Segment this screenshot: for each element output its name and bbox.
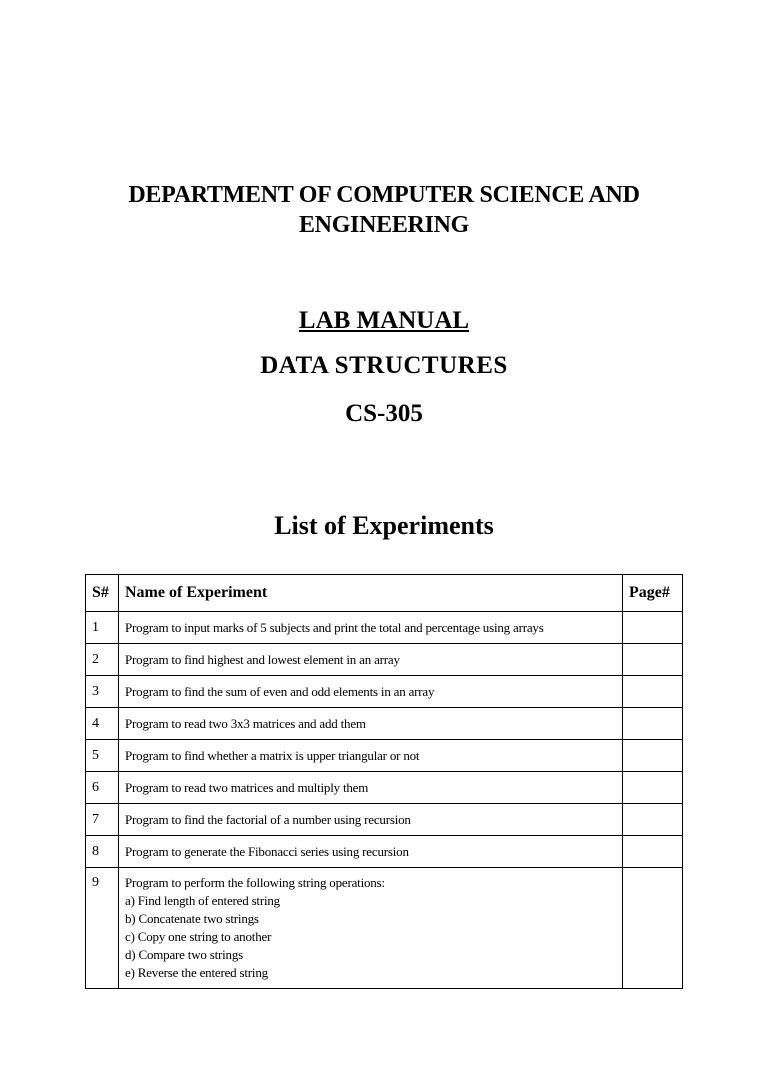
table-row [86,836,683,868]
header-name: Name of Experiment [119,575,623,612]
row-page [623,804,683,836]
table-row [86,644,683,676]
course-code: CS-305 [345,400,423,427]
row-page [623,708,683,740]
subitem: e) Reverse the entered string [125,965,268,980]
row-sno: 5 [86,740,119,772]
header-page: Page# [623,575,683,612]
row-page [623,612,683,644]
row-sno: 4 [86,708,119,740]
table-row [86,708,683,740]
subitem: c) Copy one string to another [125,929,272,944]
table-header-row [86,575,683,612]
row-sno: 9 [86,868,119,989]
table-row [86,772,683,804]
row-sno: 7 [86,804,119,836]
subject-title: DATA STRUCTURES [260,352,508,379]
row-name: Program to find the sum of even and odd elements in an array [119,676,623,708]
department-line-2: ENGINEERING [298,212,470,238]
department-heading [60,180,708,240]
subitem: d) Compare two strings [125,947,244,962]
row-name-multi [119,868,623,989]
row-sno: 6 [86,772,119,804]
department-line-1: DEPARTMENT OF COMPUTER SCIENCE AND [128,182,640,208]
row-sno: 2 [86,644,119,676]
row-page [623,676,683,708]
row-page [623,772,683,804]
table-row [86,612,683,644]
table-row [86,804,683,836]
header-sno: S# [86,575,119,612]
row-name: Program to input marks of 5 subjects and print the total and percentage using arrays [119,612,623,644]
row-page [623,644,683,676]
row-sno: 8 [86,836,119,868]
row-page [623,836,683,868]
row-name: Program to perform the following string operations: [125,875,385,890]
row-sno: 1 [86,612,119,644]
row-name: Program to find whether a matrix is upper triangular or not [119,740,623,772]
row-name: Program to read two 3x3 matrices and add them [119,708,623,740]
row-page [623,868,683,989]
experiments-heading: List of Experiments [274,511,494,540]
table-row [86,740,683,772]
row-page [623,740,683,772]
experiments-table [85,574,683,989]
row-name: Program to find the factorial of a number using recursion [119,804,623,836]
row-name: Program to find highest and lowest element in an array [119,644,623,676]
manual-title: LAB MANUAL [298,307,470,334]
subitem: a) Find length of entered string [125,893,280,908]
row-name: Program to read two matrices and multiply them [119,772,623,804]
table-row [86,676,683,708]
subitem: b) Concatenate two strings [125,911,259,926]
row-sno: 3 [86,676,119,708]
table-row [86,868,683,989]
row-name: Program to generate the Fibonacci series using recursion [119,836,623,868]
